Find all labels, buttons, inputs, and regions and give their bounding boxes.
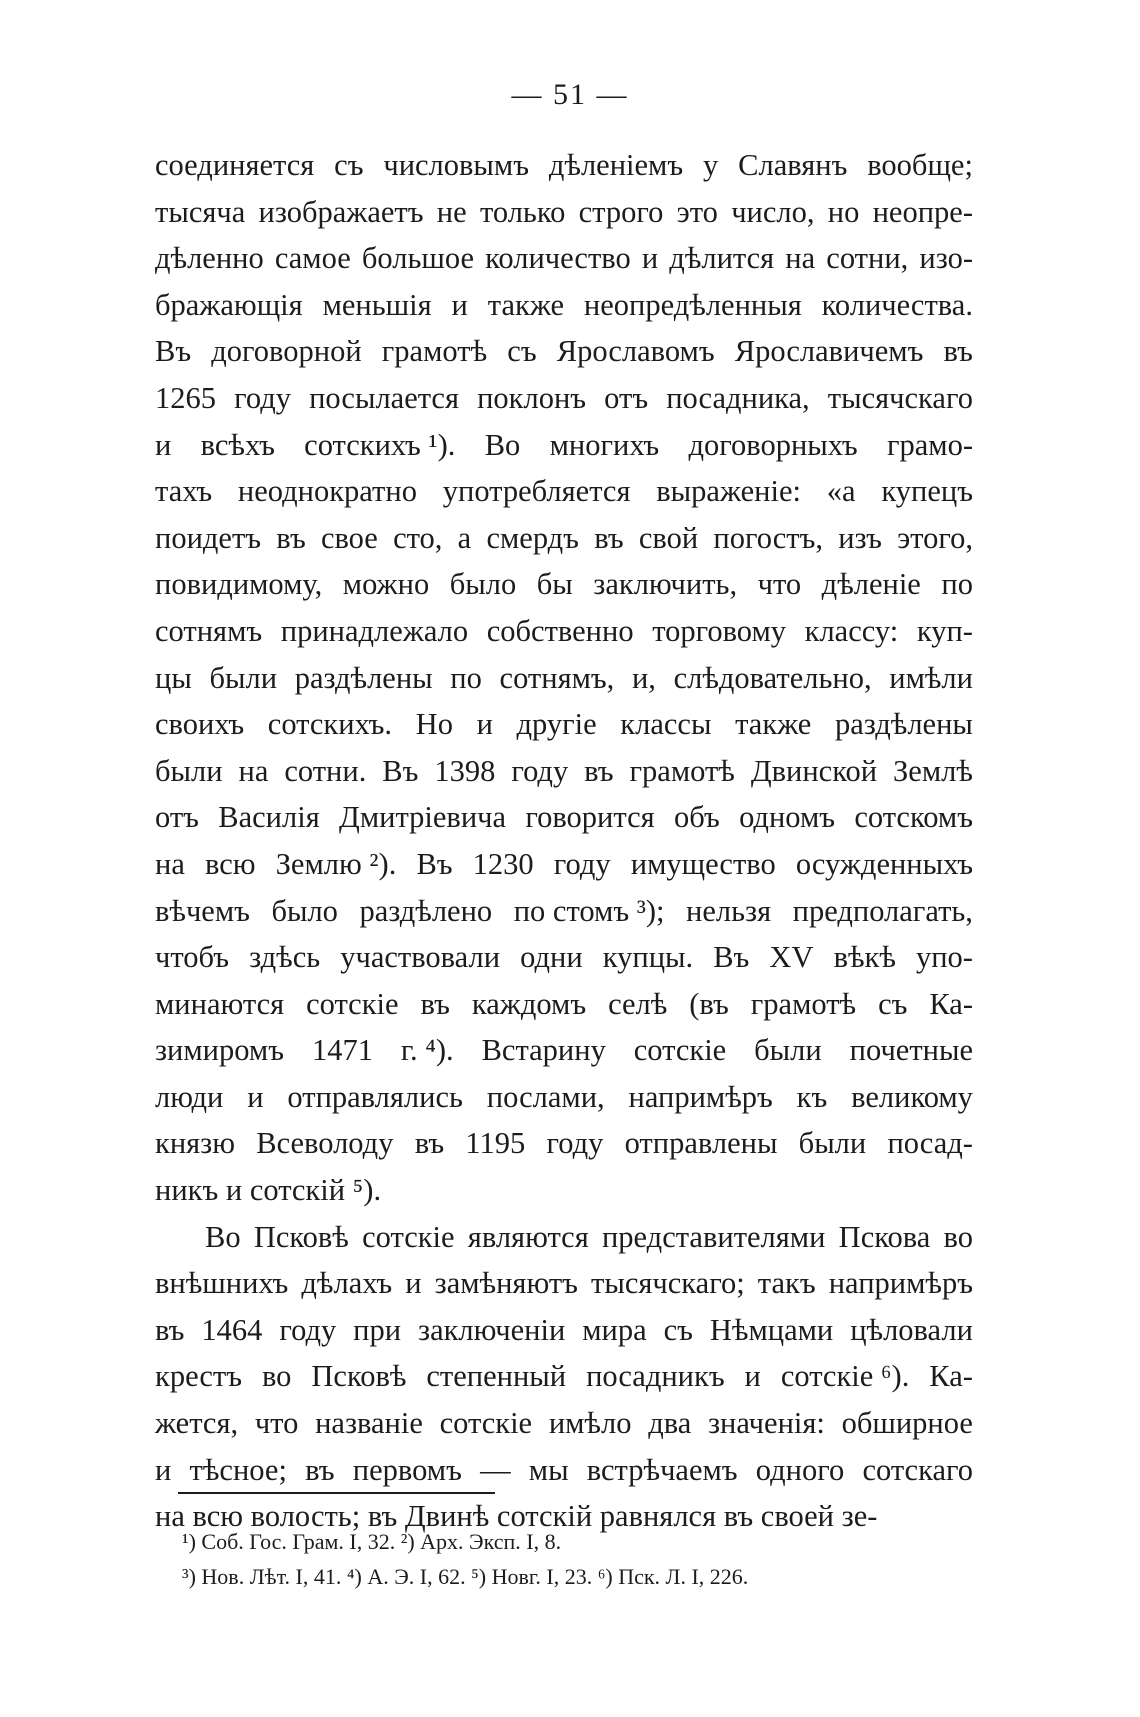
word: только <box>479 194 566 229</box>
word: такъ <box>757 1266 816 1301</box>
word: цѣловали <box>850 1312 973 1347</box>
word: смердъ <box>486 520 579 555</box>
word: грамотѣ <box>750 986 857 1021</box>
word: выраженіе: <box>656 474 801 509</box>
word: всѣхъ <box>200 427 275 462</box>
word: напримѣръ <box>628 1079 773 1114</box>
word: имущество <box>630 846 776 881</box>
word: въ <box>943 334 973 369</box>
word: чтобъ <box>155 940 230 975</box>
word: отъ <box>155 800 199 835</box>
word: Двинѣ <box>404 1499 490 1534</box>
word: Землю ²). <box>275 846 397 881</box>
word: тахъ <box>155 474 213 509</box>
word: упо- <box>915 940 973 975</box>
word: селѣ <box>608 986 668 1021</box>
word: употребляется <box>442 474 631 509</box>
text-line <box>155 142 973 189</box>
text-line <box>155 468 973 515</box>
text-line <box>155 1260 973 1307</box>
word: всю <box>192 1499 244 1534</box>
word: сотнямъ, <box>499 660 615 695</box>
text-line <box>155 841 973 888</box>
word: слѣдовательно, <box>673 660 872 695</box>
word: сотскіе <box>633 1033 727 1068</box>
word: въ <box>584 753 614 788</box>
word: Псковѣ <box>311 1359 407 1394</box>
word: князю <box>155 1126 236 1161</box>
word: тысячскаго <box>827 380 973 415</box>
word: 1230 <box>472 846 534 881</box>
word: зе- <box>841 1499 878 1534</box>
text-line <box>155 888 973 935</box>
word: посадникъ <box>586 1359 725 1394</box>
word: сотскій ⁵). <box>249 1173 382 1208</box>
word: не <box>436 194 467 229</box>
word: предполагать, <box>792 893 973 928</box>
word: въ <box>276 520 306 555</box>
word: что <box>757 567 802 602</box>
word: раздѣлены <box>294 660 433 695</box>
text-line <box>155 561 973 608</box>
text-line <box>155 1167 973 1214</box>
word: тѣсное; <box>189 1452 287 1487</box>
word: Ка- <box>929 1359 973 1394</box>
word: сотскіе <box>306 986 399 1021</box>
word: и <box>225 1173 243 1208</box>
word: нельзя <box>686 893 772 928</box>
word: имѣли <box>889 660 973 695</box>
word: своей <box>760 1499 835 1534</box>
word: что <box>254 1406 299 1441</box>
word: на <box>155 846 185 881</box>
word: степенный <box>426 1359 567 1394</box>
word: Во <box>484 427 521 462</box>
word: Во <box>205 1219 241 1254</box>
word: крестъ <box>155 1359 243 1394</box>
text-line <box>155 981 973 1028</box>
text-line <box>155 794 973 841</box>
word: цы <box>155 660 192 695</box>
word: на <box>155 1499 185 1534</box>
word: всю <box>204 846 256 881</box>
word: количества. <box>821 287 973 322</box>
word: заключить, <box>593 567 738 602</box>
word: на <box>785 241 816 276</box>
word: по стомъ ³); <box>513 893 665 928</box>
text-line <box>155 655 973 702</box>
word: Псковѣ <box>253 1219 349 1254</box>
word: поклонъ <box>477 380 587 415</box>
word: во <box>943 1219 973 1254</box>
word: въ <box>367 1499 398 1534</box>
word: и <box>744 1359 761 1394</box>
word: году <box>279 1312 337 1347</box>
word: неопре- <box>872 194 973 229</box>
word: вообще; <box>867 148 973 182</box>
text-line <box>155 608 973 655</box>
text-line <box>155 422 973 469</box>
word: имѣло <box>548 1406 632 1441</box>
word: дѣлахъ <box>301 1266 393 1301</box>
word: 1398 <box>434 753 496 788</box>
word: принадлежало <box>280 613 469 648</box>
word: Ярославомъ <box>556 334 715 369</box>
word: договорныхъ <box>688 427 858 462</box>
word: въ <box>155 1312 185 1347</box>
page-number: — 51 — <box>511 78 629 111</box>
word: по <box>450 660 482 695</box>
word: заключеніи <box>418 1312 566 1347</box>
word: великому <box>851 1079 973 1114</box>
word: это <box>676 194 718 229</box>
word: — <box>480 1452 511 1487</box>
word: неопредѣленныя <box>583 287 802 322</box>
word: напримѣръ <box>828 1266 973 1301</box>
word: раздѣлено <box>359 893 493 928</box>
footnotes <box>182 1524 982 1594</box>
word: и <box>451 287 468 322</box>
word: одномъ <box>739 800 836 835</box>
word: Василія <box>218 800 320 835</box>
word: дѣлится <box>669 241 775 276</box>
word: внѣшнихъ <box>155 1266 289 1301</box>
word: дѣленіе <box>821 567 921 602</box>
word: вѣкѣ <box>833 940 896 975</box>
word: по <box>941 567 973 602</box>
word: сотни. <box>284 753 367 788</box>
word: два <box>648 1406 692 1441</box>
text-line <box>155 934 973 981</box>
word: Въ <box>155 334 192 369</box>
word: съ <box>507 334 537 369</box>
word: и <box>476 707 493 742</box>
word: къ <box>796 1079 828 1114</box>
word: 1471 <box>311 1033 373 1068</box>
word: вѣчемъ <box>155 893 250 928</box>
word: многихъ <box>549 427 660 462</box>
word: на <box>238 753 269 788</box>
word: сотскій <box>496 1499 593 1534</box>
word: жется, <box>155 1406 239 1441</box>
word: сотскіе <box>439 1406 533 1441</box>
word: посад- <box>887 1126 973 1161</box>
word: были <box>155 753 223 788</box>
word: съ <box>663 1312 693 1347</box>
word: мира <box>582 1312 647 1347</box>
word: число, <box>731 194 815 229</box>
word: изо- <box>919 241 973 276</box>
word: раздѣлены <box>834 707 973 742</box>
word: Славянъ <box>738 148 848 182</box>
text-line <box>155 1400 973 1447</box>
word: куп- <box>916 613 973 648</box>
word: году <box>511 753 569 788</box>
word: и <box>155 1452 172 1487</box>
word: г. ⁴). <box>400 1033 454 1068</box>
word: но <box>827 194 860 229</box>
word: было <box>449 567 517 602</box>
paragraph-2 <box>155 1214 973 1540</box>
word: погостъ, <box>713 520 823 555</box>
word: другіе <box>516 707 597 742</box>
word: Ярославичемъ <box>734 334 924 369</box>
word: съ <box>878 986 908 1021</box>
text-line <box>155 235 973 282</box>
word: Всеволоду <box>256 1126 394 1161</box>
word: грамотѣ <box>381 334 488 369</box>
word: соединяется <box>155 148 315 182</box>
word: сотскомъ <box>854 800 973 835</box>
word: въ <box>305 1452 335 1487</box>
word: зимиромъ <box>155 1033 284 1068</box>
word: здѣсь <box>249 940 321 975</box>
word: договорной <box>211 334 362 369</box>
text-line <box>155 282 973 329</box>
word: бы <box>536 567 573 602</box>
word: большое <box>361 241 475 276</box>
word: являются <box>467 1219 589 1254</box>
word: были <box>209 660 278 695</box>
word: тысячскаго; <box>591 1266 745 1301</box>
word: Встарину <box>481 1033 606 1068</box>
word: равнялся <box>599 1499 717 1534</box>
word: 1195 <box>465 1126 526 1161</box>
word: было <box>271 893 338 928</box>
word: въ <box>723 1499 754 1534</box>
word: также <box>735 707 812 742</box>
word: отправлены <box>624 1126 778 1161</box>
word: сотни, <box>826 241 909 276</box>
word: и <box>405 1266 422 1301</box>
word: первомъ <box>352 1452 462 1487</box>
word: Пскова <box>838 1219 931 1254</box>
word: встрѣчаемъ <box>586 1452 738 1487</box>
word: Въ <box>713 940 750 975</box>
word: повидимому, <box>155 567 323 602</box>
text-line <box>155 189 973 236</box>
word: 1265 <box>155 380 216 415</box>
word: числовымъ <box>383 148 529 182</box>
word: поидетъ <box>155 520 262 555</box>
word: каждомъ <box>471 986 587 1021</box>
word: посылается <box>309 380 460 415</box>
word: отправлялись <box>287 1079 463 1114</box>
text-line <box>155 748 973 795</box>
word: также <box>487 287 565 322</box>
word: 1464 <box>201 1312 263 1347</box>
word: отъ <box>604 380 649 415</box>
word: Въ <box>382 753 419 788</box>
word: были <box>754 1033 822 1068</box>
word: и, <box>631 660 656 695</box>
word: дѣленно <box>155 241 264 276</box>
word: никъ <box>155 1173 219 1208</box>
footnote-line: ¹) Соб. Гос. Грам. I, 32. ²) Арх. Эксп. I, 8. <box>182 1529 562 1554</box>
word: сто, <box>393 520 443 555</box>
word: названіе <box>315 1406 423 1441</box>
text-line <box>155 1447 973 1494</box>
text-line <box>155 515 973 562</box>
word: «а <box>826 474 856 509</box>
word: въ <box>414 1126 445 1161</box>
word: осужденныхъ <box>795 846 973 881</box>
word: можно <box>342 567 430 602</box>
word: классу: <box>804 613 899 648</box>
word: грамо- <box>886 427 973 462</box>
word: Ка- <box>929 986 973 1021</box>
word: этого, <box>897 520 973 555</box>
word: бражающія <box>155 287 303 322</box>
word: купцы. <box>602 940 694 975</box>
word: одного <box>755 1452 845 1487</box>
word: свое <box>320 520 378 555</box>
text-line <box>155 1307 973 1354</box>
word: году <box>234 380 291 415</box>
text-line <box>155 1353 973 1400</box>
word: Землѣ <box>893 753 973 788</box>
word: сотскаго <box>862 1452 973 1487</box>
word: въ <box>420 986 450 1021</box>
word: изъ <box>838 520 882 555</box>
word: и <box>155 427 172 462</box>
word: торговому <box>652 613 787 648</box>
word: во <box>261 1359 292 1394</box>
word: изображаетъ <box>258 194 424 229</box>
text-line <box>155 1074 973 1121</box>
word: минаются <box>155 986 285 1021</box>
text-line <box>155 1120 973 1167</box>
word: и <box>641 241 659 276</box>
word: посадника, <box>666 380 810 415</box>
word: Нѣмцами <box>709 1312 834 1347</box>
word: съ <box>334 148 364 182</box>
word: неоднократно <box>237 474 417 509</box>
word: году <box>553 846 611 881</box>
word: количество <box>485 241 631 276</box>
word: самое <box>274 241 351 276</box>
text-line <box>155 1214 973 1261</box>
word: сотнямъ <box>155 613 263 648</box>
word: обширное <box>841 1406 973 1441</box>
word: и <box>247 1079 264 1114</box>
word: Дмитріевича <box>339 800 507 835</box>
word: тысяча <box>155 194 246 229</box>
footnote-separator <box>178 1492 495 1494</box>
word: купецъ <box>881 474 973 509</box>
word: Но <box>415 707 453 742</box>
word: году <box>546 1126 604 1161</box>
word: въ <box>594 520 624 555</box>
word: сотскихъ. <box>267 707 393 742</box>
word: мы <box>528 1452 569 1487</box>
word: сотскихъ ¹). <box>304 427 456 462</box>
word: одни <box>520 940 583 975</box>
word: сотскіе <box>362 1219 455 1254</box>
word: люди <box>155 1079 224 1114</box>
word: участвовали <box>340 940 501 975</box>
word: были <box>798 1126 867 1161</box>
text-line <box>155 1027 973 1074</box>
word: почетные <box>849 1033 973 1068</box>
word: послами, <box>486 1079 605 1114</box>
word: а <box>457 520 472 555</box>
word: сотскіе ⁶). <box>780 1359 910 1394</box>
word: представителями <box>601 1219 826 1254</box>
footnote-line: ³) Нов. Лѣт. I, 41. ⁴) А. Э. I, 62. ⁵) Новг. I, 23. ⁶) Пск. Л. I, 226. <box>182 1564 749 1589</box>
word: замѣняютъ <box>434 1266 578 1301</box>
word: значенія: <box>708 1406 825 1441</box>
word: говорится <box>525 800 655 835</box>
text-line <box>155 328 973 375</box>
word: дѣленіемъ <box>548 148 684 182</box>
word: волость; <box>250 1499 361 1534</box>
word: строго <box>578 194 664 229</box>
word: грамотѣ <box>629 753 735 788</box>
word: меньшія <box>322 287 432 322</box>
word: собственно <box>486 613 634 648</box>
word: объ <box>673 800 720 835</box>
word: у <box>703 148 719 182</box>
word: Двинской <box>750 753 878 788</box>
word: XV <box>769 940 814 975</box>
word: при <box>353 1312 402 1347</box>
word: (въ <box>689 986 729 1021</box>
paragraph-1 <box>155 142 973 1214</box>
text-line <box>155 701 973 748</box>
word: свой <box>638 520 699 555</box>
word: классы <box>620 707 712 742</box>
text-line <box>155 375 973 422</box>
word: своихъ <box>155 707 245 742</box>
word: Въ <box>416 846 453 881</box>
body-text <box>155 142 973 1540</box>
